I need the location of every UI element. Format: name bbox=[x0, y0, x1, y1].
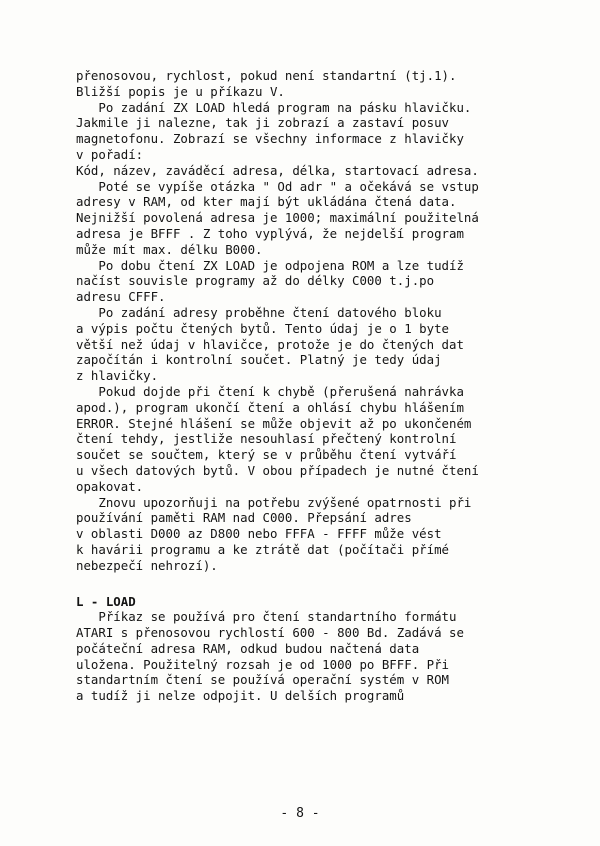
text-line: Jakmile ji nalezne, tak ji zobrazí a zastaví posuv bbox=[76, 115, 449, 131]
text-line: v pořadí: bbox=[76, 146, 144, 162]
text-line: Po zadání adresy proběhne čtení datového bloku bbox=[76, 304, 442, 320]
text-line: Příkaz se používá pro čtení standartního formátu bbox=[76, 609, 457, 625]
text-line: Po dobu čtení ZX LOAD je odpojena ROM a lze tudíž bbox=[76, 257, 464, 273]
text-line: magnetofonu. Zobrazí se všechny informace z hlavičky bbox=[76, 131, 464, 147]
text-line: Kód, název, zaváděcí adresa, délka, startovací adresa. bbox=[76, 162, 479, 178]
text-line: a tudíž ji nelze odpojit. U delších programů bbox=[76, 688, 405, 704]
text-line: čtení tehdy, jestliže nesouhlasí přečtený kontrolní bbox=[76, 431, 457, 447]
text-line: Nejnižší povolená adresa je 1000; maximální použitelná bbox=[76, 210, 479, 226]
text-line: nebezpečí nehrozí). bbox=[76, 557, 218, 573]
text-line: a výpis počtu čtených bytů. Tento údaj je o 1 byte bbox=[76, 320, 449, 336]
text-line: používání paměti RAM nad C000. Přepsání adres bbox=[76, 510, 412, 526]
text-line: součet se součtem, který se v průběhu čtení vytváří bbox=[76, 447, 457, 463]
text-line: Poté se vypíše otázka " Od adr " a očekává se vstup bbox=[76, 178, 479, 194]
text-line: uložena. Použitelný rozsah je od 1000 po BFFF. Při bbox=[76, 656, 449, 672]
text-line: u všech datových bytů. V obou případech je nutné čtení bbox=[76, 462, 479, 478]
text-line: načíst souvisle programy až do délky C000 t.j.po bbox=[76, 273, 435, 289]
page-number: - 8 - bbox=[280, 806, 320, 821]
text-line: Pokud dojde při čtení k chybě (přerušená nahrávka bbox=[76, 383, 464, 399]
text-line: k havárii programu a ke ztrátě dat (počítači přímé bbox=[76, 541, 449, 557]
text-line: v oblasti D000 az D800 nebo FFFA - FFFF může vést bbox=[76, 526, 442, 542]
text-line: přenosovou, rychlost, pokud není standartní (tj.1). bbox=[76, 68, 457, 83]
text-line: z hlavičky. bbox=[76, 368, 159, 384]
text-line: standartním čtení se používá operační systém v ROM bbox=[76, 672, 449, 688]
text-line: apod.), program ukončí čtení a ohlásí chybu hlášením bbox=[76, 399, 464, 415]
text-line: adresu CFFF. bbox=[76, 289, 166, 305]
section-heading: L - LOAD bbox=[76, 593, 136, 609]
text-line: ERROR. Stejné hlášení se může objevit až po ukončeném bbox=[76, 415, 472, 431]
text-line: ATARI s přenosovou rychlostí 600 - 800 Bd. Zadává se bbox=[76, 625, 464, 641]
text-line: větší než údaj v hlavičce, protože je do čtených dat bbox=[76, 336, 464, 352]
text-line: započítán i kontrolní součet. Platný je tedy údaj bbox=[76, 352, 442, 368]
section-gap bbox=[76, 574, 556, 590]
text-line: adresy v RAM, od kter mají být ukládána čtená data. bbox=[76, 194, 457, 210]
text-line: počáteční adresa RAM, odkud budou načtená data bbox=[76, 640, 420, 656]
page-text bbox=[76, 68, 556, 704]
text-line: Po zadání ZX LOAD hledá program na pásku hlavičku. bbox=[76, 99, 472, 115]
text-line: opakovat. bbox=[76, 478, 144, 494]
text-line: Znovu upozorňuji na potřebu zvýšené opatrnosti při bbox=[76, 494, 472, 510]
text-line: Bližší popis je u příkazu V. bbox=[76, 83, 285, 99]
text-line: může mít max. délku B000. bbox=[76, 241, 263, 257]
text-line: adresa je BFFF . Z toho vyplývá, že nejdelší program bbox=[76, 225, 464, 241]
